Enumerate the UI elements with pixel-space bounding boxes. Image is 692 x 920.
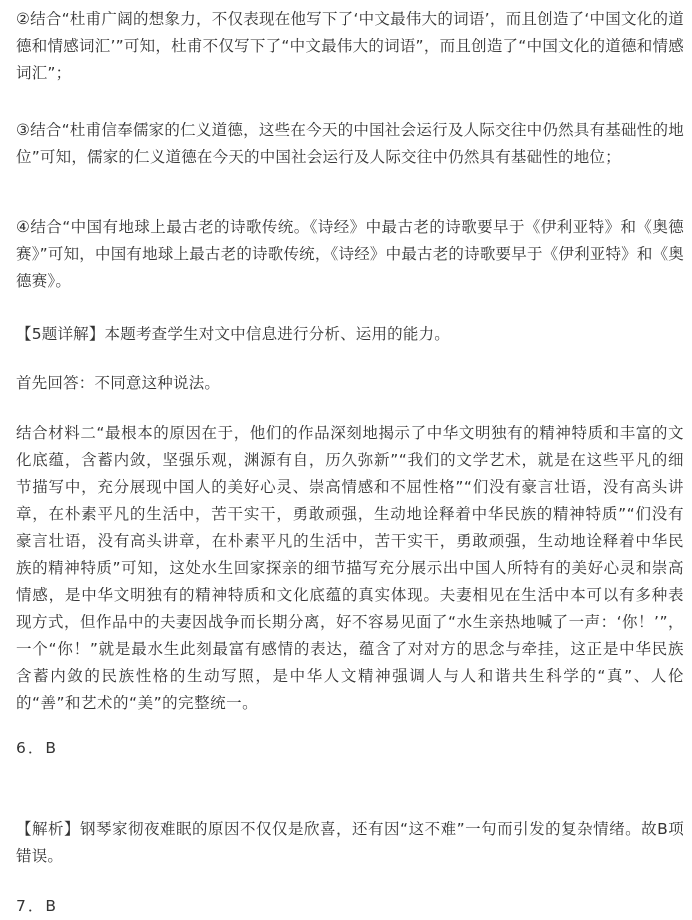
paragraph-point-2: ②结合“杜甫广阔的想象力，不仅表现在他写下了‘中文最伟大的词语’，而且创造了‘中国文化的道德和情感词汇’”可知，杜甫不仅写下了“中文最伟大的词语”，而且创造了“中国文化的道德和情感词汇”； [16, 10, 684, 82]
question-5-detail: 【5题详解】本题考查学生对文中信息进行分析、运用的能力。 [16, 325, 450, 343]
question-6-analysis: 【解析】钢琴家彻夜难眠的原因不仅仅是欣喜，还有因“这不难”一句而引发的复杂情绪。故B项错误。 [16, 820, 684, 865]
question-6-number: 6．B [16, 739, 58, 757]
paragraph-point-4: ④结合“中国有地球上最古老的诗歌传统。《诗经》中最古老的诗歌要早于《伊利亚特》和《奥德赛》”可知，中国有地球上最古老的诗歌传统，《诗经》中最古老的诗歌要早于《伊利亚特》和《奥德赛》。 [16, 218, 684, 290]
question-7-number: 7．B [16, 897, 58, 915]
answer-first-statement: 首先回答：不同意这种说法。 [16, 374, 221, 392]
paragraph-point-3: ③结合“杜甫信奉儒家的仁义道德，这些在今天的中国社会运行及人际交往中仍然具有基础性的地位”可知，儒家的仁义道德在今天的中国社会运行及人际交往中仍然具有基础性的地位； [16, 121, 684, 166]
analysis-paragraph: 结合材料二“最根本的原因在于，他们的作品深刻地揭示了中华文明独有的精神特质和丰富的文化底蕴，含蓄内敛，坚强乐观，渊源有自，历久弥新”“我们的文学艺术，就是在这些平凡的细节描写中，充分展现中国人的美好心灵、崇高情感和不屈性格”“们没有豪言壮语，没有高头讲章，在朴素平凡的生活中，苦干实干，勇敢顽强，生动地诠释着中华民族的精神特质”“们没有豪言壮语，没有高头讲章，在朴素平凡的生活中，苦干实干，勇敢顽强，生动地诠释着中华民族的精神特质”可知，这处水生回家探亲的细节描写充分展示出中国人所特有的美好心灵和崇高情感，是中华文明独有的精神特质和文化底蕴的真实体现。夫妻相见在生活中本可以有多种表现方式，但作品中的夫妻因战争而长期分离，好不容易见面了“水生亲热地喊了一声：‘你！’”，一个“你！”就是最水生此刻最富有感情的表达，蕴含了对对方的思念与牵挂，这正是中华民族含蓄内敛的民族性格的生动写照，是中华人文精神强调人与人和谐共生科学的“真”、人伦的“善”和艺术的“美”的完整统一。 [16, 424, 684, 712]
